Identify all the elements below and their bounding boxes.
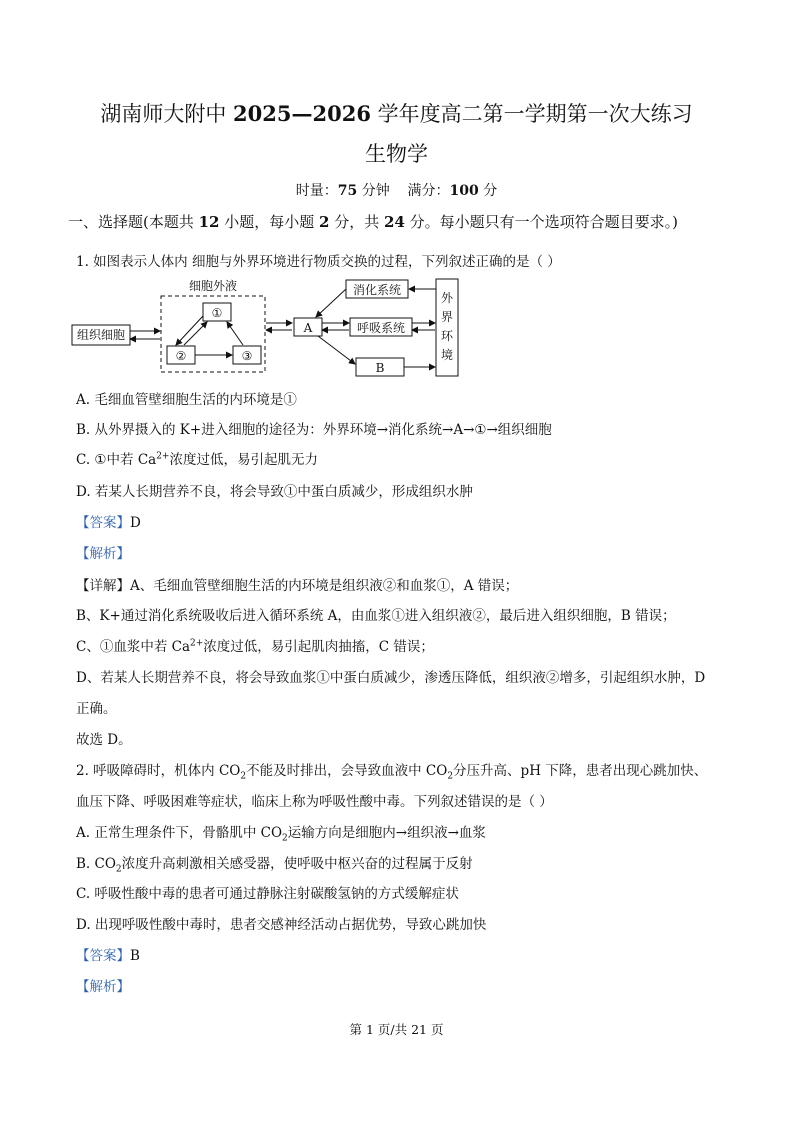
node-2-label: ② (175, 349, 187, 363)
q1-conclusion: 故选 D。 (76, 732, 132, 748)
node-3-label: ③ (241, 349, 253, 363)
q1-detail-c: C、①血浆中若 $Ca^{2+}$浓度过低，易引起肌肉抽搐，C 错误； (76, 638, 434, 655)
q2-stem-line2: 血压下降、呼吸困难等症状，临床上称为呼吸性酸中毒。下列叙述错误的是（ ） (76, 794, 553, 810)
node-1-label: ① (211, 306, 223, 320)
q1-option-a: A. 毛细血管壁细胞生活的内环境是① (76, 392, 297, 408)
exam-meta: 时量：75 分钟 满分：100 分 (295, 183, 498, 199)
tissue-cell-label: 组织细胞 (76, 328, 126, 342)
q2-analysis-label: 【解析】 (76, 979, 130, 995)
respiratory-label: 呼吸系统 (356, 321, 406, 335)
q1-analysis-label: 【解析】 (76, 546, 130, 562)
exam-title: 湖南师大附中 2025—2026 学年度高二第一学期第一次大练习 (100, 101, 693, 126)
digestive-label: 消化系统 (352, 283, 402, 297)
q1-detail-d2: 正确。 (76, 701, 117, 717)
q1-option-c: C. ①中若 $Ca^{2+}$浓度过低，易引起肌无力 (76, 451, 318, 468)
section-heading: 一、选择题(本题共 12 小题，每小题 2 分，共 24 分。每小题只有一个选项符合题目要求。) (68, 213, 679, 231)
page-footer: 第 1 页/共 21 页 (349, 1022, 444, 1037)
q1-option-d: D. 若某人长期营养不良，将会导致①中蛋白质减少，形成组织水肿 (76, 484, 473, 500)
q1-stem: 1. 如图表示人体内 细胞与外界环境进行物质交换的过程，下列叙述正确的是（ ） (76, 254, 561, 270)
node-B-label: B (375, 361, 385, 375)
q2-option-c: C. 呼吸性酸中毒的患者可通过静脉注射碳酸氢钠的方式缓解症状 (76, 886, 459, 902)
q2-stem-line1: 2. 呼吸障碍时，机体内 $CO_2$不能及时排出，会导致血液中 $CO_2$分压升高、pH 下降，患者出现心跳加快、 (76, 763, 708, 782)
q1-answer: 【答案】D (76, 515, 141, 531)
q1-detail-a: 【详解】A、毛细血管壁细胞生活的内环境是组织液②和血浆①，A 错误； (76, 578, 519, 594)
q2-answer: 【答案】B (76, 948, 140, 964)
svg-text:外: 外 (440, 291, 454, 305)
subject-title: 生物学 (365, 142, 428, 166)
q1-option-b: B. 从外界摄入的 K+进入细胞的途径为：外界环境→消化系统→A→①→组织细胞 (76, 422, 552, 438)
svg-text:界: 界 (440, 310, 454, 324)
svg-text:境: 境 (440, 348, 454, 362)
svg-text:环: 环 (440, 329, 454, 343)
q2-option-d: D. 出现呼吸性酸中毒时，患者交感神经活动占据优势，导致心跳加快 (76, 917, 487, 933)
q2-option-a: A. 正常生理条件下，骨骼肌中 $CO_2$运输方向是细胞内→组织液→血浆 (76, 825, 486, 844)
q1-detail-d1: D、若某人长期营养不良，将会导致血浆①中蛋白质减少，渗透压降低，组织液②增多，引起组织水肿，D (76, 670, 706, 686)
q2-option-b: B. $CO_2$浓度升高刺激相关感受器，使呼吸中枢兴奋的过程属于反射 (76, 856, 473, 875)
extracellular-label: 细胞外液 (188, 279, 238, 293)
q1-diagram (70, 272, 465, 382)
q1-detail-b: B、K+通过消化系统吸收后进入循环系统 A，由血浆①进入组织液②，最后进入组织细胞，B 错误； (76, 608, 676, 624)
node-A-label: A (303, 321, 313, 335)
